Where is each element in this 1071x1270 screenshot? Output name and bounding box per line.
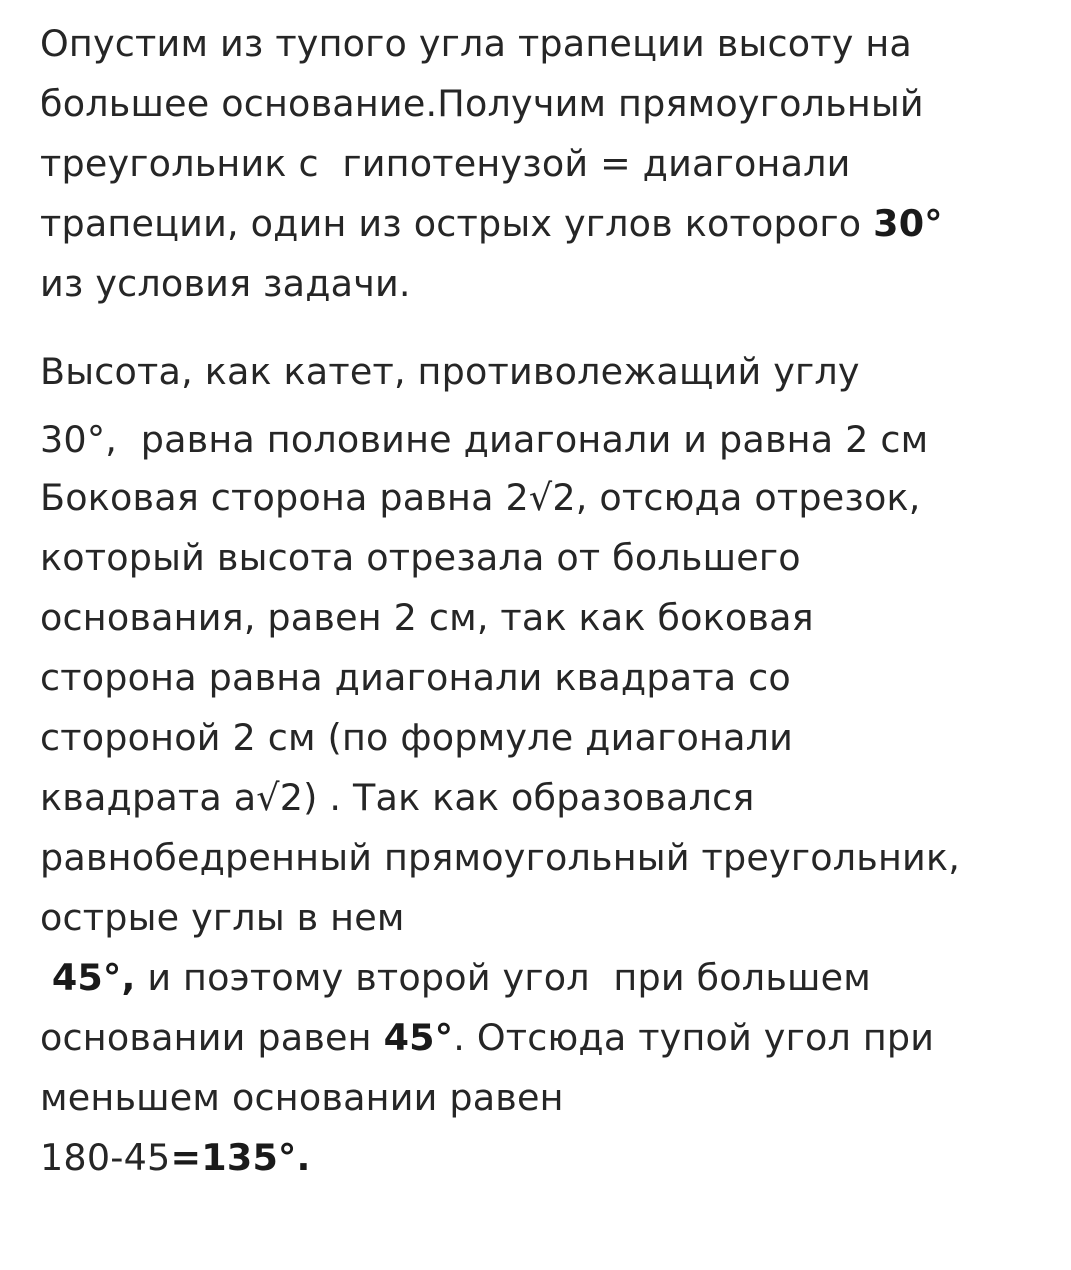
text-span [40, 956, 52, 999]
text-span: стороной 2 см (по формуле диагонали [40, 716, 794, 759]
text-span: Высота, как катет, противолежащий углу [40, 350, 860, 393]
bold-result: =135°. [170, 1136, 311, 1179]
text-line [40, 1136, 311, 1180]
text-line [40, 350, 860, 394]
text-line [40, 776, 755, 820]
text-span: острые углы в нем [40, 896, 405, 939]
text-span: который высота отрезала от большего [40, 536, 801, 579]
text-span: основании равен [40, 1016, 384, 1059]
text-line [40, 82, 924, 126]
text-span: и поэтому второй угол при большем [135, 956, 872, 999]
text-span: треугольник с гипотенузой = диагонали [40, 142, 851, 185]
text-line [40, 716, 793, 760]
text-span: . Отсюда тупой угол при [453, 1016, 935, 1059]
text-span: 180-45 [40, 1136, 171, 1179]
text-span: Опустим из тупого угла трапеции высоту на [40, 22, 912, 65]
text-span: Боковая сторона равна 2√2, отсюда отрезок, [40, 476, 921, 519]
text-span: 30°, равна половине диагонали и равна 2 см [40, 418, 929, 461]
text-span: основания, равен 2 см, так как боковая [40, 596, 814, 639]
text-span: сторона равна диагонали квадрата со [40, 656, 791, 699]
text-span: трапеции, один из острых углов которого [40, 202, 874, 245]
bold-angle: 30° [873, 202, 943, 245]
text-span: равнобедренный прямоугольный треугольник, [40, 836, 961, 879]
text-line [40, 418, 928, 462]
text-line [40, 536, 801, 580]
text-line [40, 956, 871, 1000]
text-span: большее основание.Получим прямоугольный [40, 82, 924, 125]
text-line [40, 476, 921, 520]
text-span: меньшем основании равен [40, 1076, 564, 1119]
text-line [40, 142, 851, 186]
text-line [40, 656, 791, 700]
text-line [40, 1076, 564, 1120]
bold-angle: 45°, [51, 956, 136, 999]
text-line [40, 896, 405, 940]
bold-angle: 45° [383, 1016, 454, 1059]
text-line [40, 262, 411, 306]
text-line [40, 1016, 934, 1060]
text-line [40, 202, 943, 246]
text-line [40, 596, 814, 640]
text-span: квадрата a√2) . Так как образовался [40, 776, 755, 819]
text-span: из условия задачи. [40, 262, 411, 305]
text-line [40, 836, 960, 880]
text-line [40, 22, 912, 66]
